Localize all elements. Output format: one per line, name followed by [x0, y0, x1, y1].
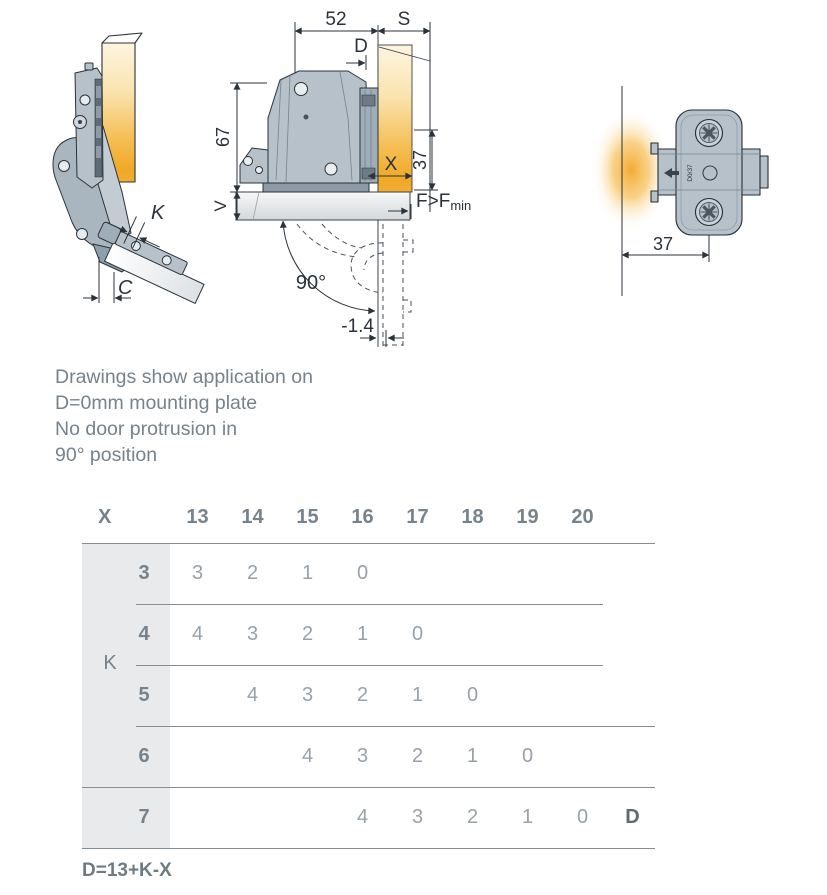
cell: 1	[521, 806, 534, 828]
col-header: 18	[461, 506, 484, 528]
distance-table	[82, 492, 655, 881]
col-header: 14	[241, 506, 264, 528]
dim-x-label: X	[384, 154, 398, 175]
note-line: D=0mm mounting plate	[55, 392, 258, 414]
cell: 0	[466, 684, 479, 706]
cell: 3	[411, 806, 424, 828]
table-header-row	[82, 492, 655, 543]
col-header: 19	[516, 506, 539, 528]
row-label: 3	[138, 562, 150, 584]
cell: 2	[246, 562, 259, 584]
cell: 0	[521, 745, 534, 767]
row-label: 5	[138, 684, 150, 706]
cell: 4	[191, 623, 204, 645]
row-suffix: D	[625, 806, 640, 828]
note-line: No door protrusion in	[55, 418, 238, 440]
formula-label: D=13+K-X	[82, 860, 172, 881]
dim-s-label: S	[397, 9, 411, 30]
dim-f-label	[416, 191, 471, 213]
cell: 4	[246, 684, 259, 706]
table-row	[82, 665, 655, 726]
table-row	[82, 604, 655, 665]
dim-67-label: 67	[213, 126, 233, 148]
application-notes	[55, 364, 313, 468]
dim-offset-label: -1.4	[341, 316, 374, 337]
table-row	[82, 543, 655, 604]
hinge-screw-hole	[80, 95, 90, 105]
cell: 2	[356, 684, 369, 706]
table-row	[82, 787, 655, 848]
cell: 1	[301, 562, 314, 584]
col-header: 16	[351, 506, 374, 528]
cell: 3	[301, 684, 314, 706]
dim-c-label: C	[118, 277, 133, 299]
row-group-label: K	[103, 652, 117, 674]
cabinet-panel-top-face	[102, 33, 142, 43]
dim-37-middle-label: 37	[410, 149, 430, 171]
note-line: 90° position	[55, 444, 158, 466]
cell: 2	[411, 745, 424, 767]
dim-angle-label: 90°	[295, 272, 327, 294]
plate-screw-bottom	[696, 199, 723, 226]
arc-90deg	[283, 221, 375, 311]
drawing-mounting-plate	[591, 86, 768, 296]
hinge-adjust-screw	[295, 83, 308, 96]
drawing-hinge-section	[211, 9, 471, 347]
cell: 2	[301, 623, 314, 645]
col-header: 20	[571, 506, 594, 528]
table-corner-label: X	[98, 506, 112, 528]
mounting-plate-side	[263, 183, 369, 192]
cell: 0	[576, 806, 589, 828]
dim-d-label: D	[354, 36, 368, 57]
cell: 2	[466, 806, 479, 828]
row-label: 7	[138, 806, 150, 828]
plate-screw-top	[696, 120, 723, 147]
cell: 3	[191, 562, 204, 584]
drawing-hinge-open	[53, 33, 218, 303]
table-rule	[136, 604, 603, 605]
table-rule	[82, 787, 655, 788]
table-rule	[136, 726, 655, 727]
table-rule	[82, 848, 655, 849]
dim-v-label: V	[211, 200, 230, 212]
cabinet-bottom-panel	[236, 192, 410, 220]
cell: 3	[246, 623, 259, 645]
cell: 0	[411, 623, 424, 645]
plate-stamp-label: D0/37	[687, 164, 694, 182]
cell: 4	[301, 745, 314, 767]
note-line: Drawings show application on	[55, 366, 313, 388]
dim-37-right-label: 37	[652, 234, 674, 254]
cell: 0	[356, 562, 369, 584]
hinge-drawings	[0, 0, 827, 360]
cell: 1	[411, 684, 424, 706]
cell: 1	[466, 745, 479, 767]
col-header: 13	[186, 506, 209, 528]
row-label: 4	[138, 623, 150, 645]
dim-f-main: F>F	[416, 191, 451, 212]
table-row	[82, 726, 655, 787]
dim-f-sub: min	[450, 198, 472, 213]
cell: 4	[356, 806, 369, 828]
col-header: 15	[296, 506, 319, 528]
hinge-body-section	[240, 71, 378, 192]
cell: 1	[356, 623, 369, 645]
table-rule	[82, 543, 655, 544]
cell: 3	[356, 745, 369, 767]
dim-k-label: K	[151, 202, 165, 224]
dim-52-label: 52	[325, 9, 347, 30]
table-rule	[136, 665, 603, 666]
row-label: 6	[138, 745, 150, 767]
col-header: 17	[406, 506, 429, 528]
